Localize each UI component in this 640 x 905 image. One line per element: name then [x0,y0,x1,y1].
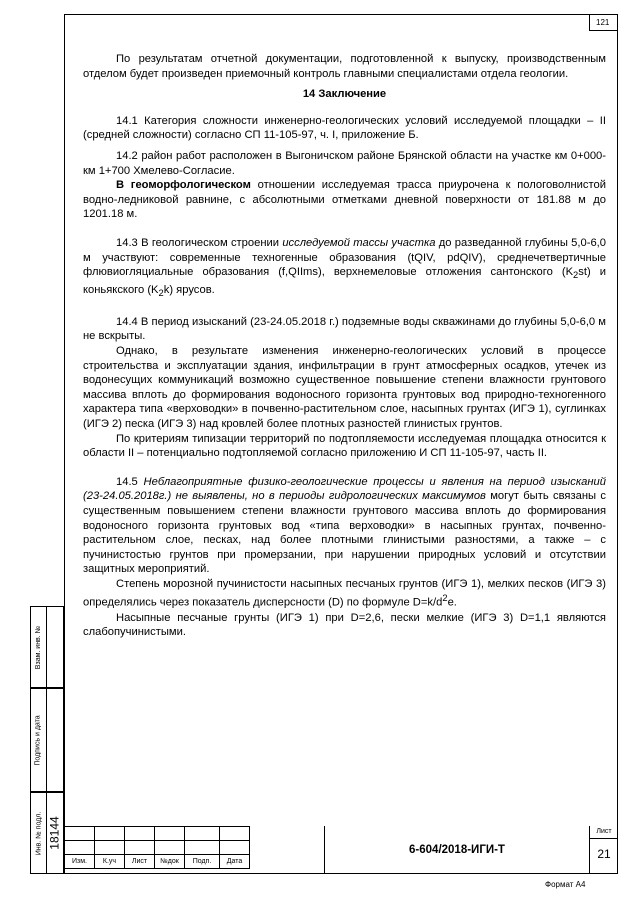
header-podp: Подп. [185,855,220,869]
title-block [64,826,618,874]
page-number: 121 [596,18,610,27]
paragraph-14-1: 14.1 Категория сложности инженерно-геологических условий исследуемой площадки – II (средней сложности) согласно СП 11-105-97, ч. I, приложение Б. [83,114,606,142]
sub-2: 2 [158,288,164,299]
text-frost-a: Степень морозной пучинистости насыпных песчаных грунтов (ИГЭ 1), мелких песков (ИГЭ 3) определялись через показатель дисперсности (D) по формуле D=k/d [83,577,606,610]
sheet-box [589,826,618,874]
geomorph-bold-text: В геоморфологическом [116,179,251,192]
sub-1: 2 [573,270,579,281]
text-frost-b: e. [447,597,457,610]
inv-number: 18144 [48,816,62,850]
podpis-text: Подпись и дата [35,714,43,766]
paragraph-14-3 [83,236,606,301]
side-inv-value [47,792,64,874]
document-code: 6-604/2018-ИГИ-Т [324,826,589,874]
paragraph-14-4: 14.4 В период изысканий (23-24.05.2018 г.) подземные воды скважинами до глубины 5,0-6,0 м не вскрыты. [83,315,606,343]
sheet-label: Лист [590,826,618,839]
header-data: Дата [220,855,250,869]
text-14-5-b: могут быть связаны с существенным повышением степени влажности грунтового массива вплоть до формирования водоносного горизонта грунтовых вод «типа верховодки» в насыпных грунтах, почвенно-растительном слое, песках, над более плотными глинистыми разностями, а также – с пучинистостью грунтов при промерзании, при нарушении природных условий и отсутствии защитных мероприятий. [83,490,606,576]
text-14-3-c: st) и коньякского (K [83,266,606,296]
text-14-3-b: до разведанной глубины 5,0-6,0 м участвуют: современные техногенные образования (tQIV, pdQIV), среднечетвертичные флювиогляциальные образования (f,QIIms), верхнемеловые отложения сантонского (K [83,236,606,279]
paragraph-14-5 [83,475,606,577]
page-number-box [589,14,618,31]
sup-frost: 2 [442,593,448,604]
text-14-3-d: k) ярусов. [163,283,215,296]
side-vzam-value [47,606,64,688]
geomorph-text: отношении исследуемая трасса приурочена к пологоволнистой водно-ледниковой равнине, с абсолютными отметками дневной поверхности от 181.88 м до 1201.18 м. [83,179,606,221]
side-podpis-label [30,688,47,792]
section-heading: 14 Заключение [302,88,387,101]
paragraph-geomorphology [83,178,606,222]
header-izm: Изм. [65,855,95,869]
text-14-5-a: 14.5 [116,475,144,488]
header-ndok: №док [155,855,185,869]
side-podpis-value [47,688,64,792]
paragraph-final: Насыпные песчаные грунты (ИГЭ 1) при D=2,6, пески мелкие (ИГЭ 3) D=1,1 являются слабопучинистыми. [83,611,606,639]
paragraph-14-4-c: По критериям типизации территорий по подтопляемости исследуемая площадка относится к области II – потенциально подтопляемой согласно приложению И СП 11-105-97, часть II. [83,432,606,460]
revision-table [64,826,250,869]
paragraph-14-2: 14.2 район работ расположен в Выгоничском районе Брянской области на участке км 0+000-км 1+700 Хмелево-Согласие. [83,149,606,177]
vzam-text: Взам. инв. № [35,625,42,669]
document-body [83,52,606,640]
text-14-3-a: 14.3 В геологическом строении [116,236,283,249]
header-list: Лист [125,855,155,869]
paragraph-intro: По результатам отчетной документации, подготовленной к выпуску, производственным отделом будет произведен приемочный контроль главными специалистами отдела геологии. [83,53,606,80]
format-label: Формат А4 [545,880,586,889]
paragraph-frost [83,577,606,611]
sheet-number: 21 [597,847,611,861]
paragraph-14-4-b: Однако, в результате изменения инженерно-геологических условий в процессе строительства и эксплуатации здания, инфильтрации в грунт атмосферных осадков, утечек из водонесущих коммуникаций возможно существенное повышение степени влажности грунтового массива вплоть до формирования водоносного горизонта грунтовых вод природно-техногенного характера типа «верховодки» в почвенно-растительном слое, насыпных грунтах (ИГЭ 1), суглинках (ИГЭ 2) песка (ИГЭ 3) над кровлей более плотных разностей глинистых грунтов. [83,344,606,430]
side-inv-label [30,792,47,874]
text-14-5-italic: Неблагоприятные физико-геологические процессы и явления на период изысканий (23-24.05.2018г.) не выявлены, но в периоды гидрологических максимумов [83,475,606,503]
header-kuch: К.уч [95,855,125,869]
text-14-3-italic: исследуемой тассы участка [282,236,436,249]
inv-text: Инв. № подл. [35,811,43,855]
side-vzam-label [30,606,47,688]
